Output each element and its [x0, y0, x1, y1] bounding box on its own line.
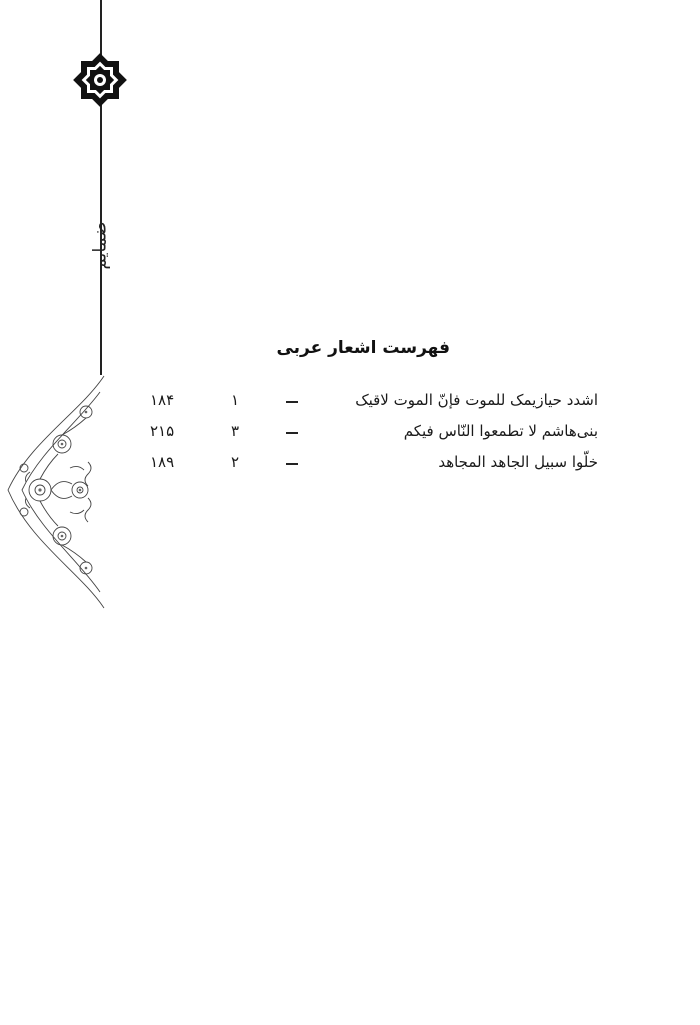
- dash-separator: [286, 432, 298, 434]
- poem-count: ۳: [230, 422, 240, 440]
- table-row: [150, 391, 600, 422]
- table-row: [150, 453, 600, 484]
- poem-count: ۱: [230, 391, 240, 409]
- poem-count: ۲: [230, 453, 240, 471]
- section-title-vertical: [60, 205, 140, 285]
- rosette-ornament-icon: [70, 50, 130, 110]
- poems-index-table: [150, 391, 600, 484]
- poem-first-line: اشدد حیازیمک للموت فإنّ الموت لاقیک: [355, 391, 598, 409]
- table-row: [150, 422, 600, 453]
- arabesque-ornament-icon: [0, 372, 108, 612]
- page-number: ۱۸۴: [150, 391, 175, 409]
- page-title: فهرست اشعار عربی: [276, 338, 450, 358]
- poem-first-line: خلّوا سبیل الجاهد المجاهد: [438, 453, 598, 471]
- dash-separator: [286, 463, 298, 465]
- page-number: ۱۸۹: [150, 453, 175, 471]
- section-title-text: ضمایم: [89, 220, 111, 270]
- page-number: ۲۱۵: [150, 422, 175, 440]
- poem-first-line: بنی‌هاشم لا تطمعوا النّاس فیکم: [403, 422, 598, 440]
- dash-separator: [286, 401, 298, 403]
